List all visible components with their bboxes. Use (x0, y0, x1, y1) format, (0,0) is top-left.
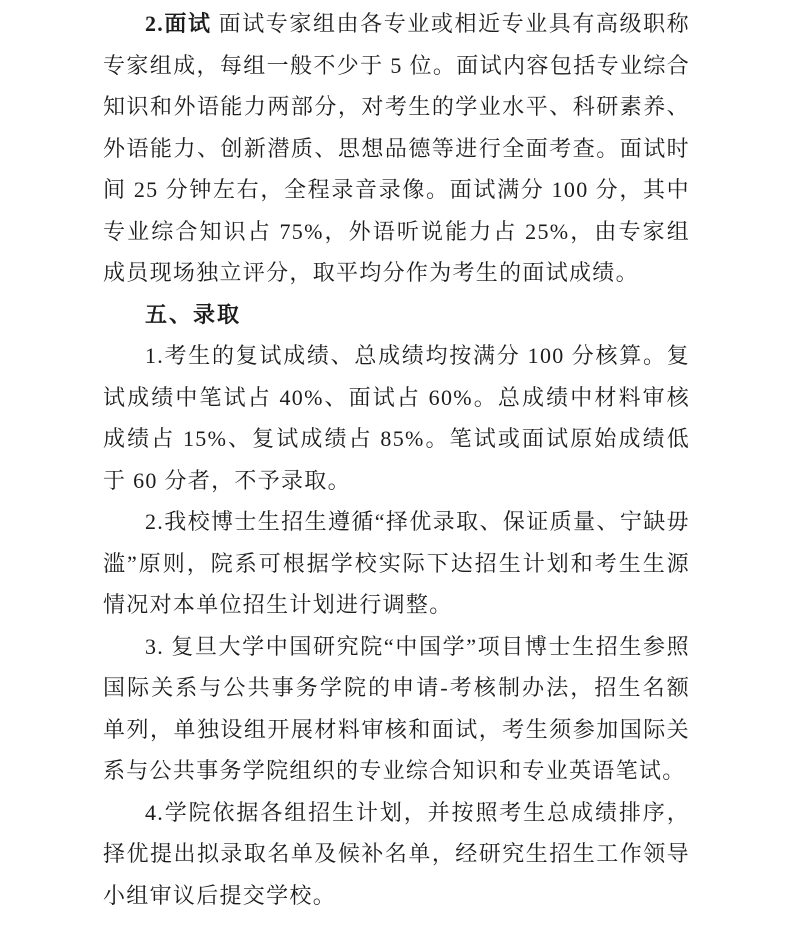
section-heading: 五、录取 (145, 301, 242, 327)
paragraph-bold-lead: 2.面试 (145, 11, 212, 36)
document-paragraph: 2.我校博士生招生遵循“择优录取、保证质量、宁缺毋滥”原则，院系可根据学校实际下达招生计划和考生生源情况对本单位招生计划进行调整。 (103, 509, 690, 617)
paragraph-text: 面试专家组由各专业或相近专业具有高级职称专家组成，每组一般不少于 5 位。面试内容包括专业综合知识和外语能力两部分，对考生的学业水平、科研素养、外语能力、创新潜质、思想品德等进行全面考查。面试时间 25 分钟左右，全程录音录像。面试满分 100 分，其中专业综合知识占 75%，外语听说能力占 25%，由专家组成员现场独立评分，取平均分作为考生的面试成绩。 (103, 11, 690, 285)
document-paragraph: 4.学院依据各组招生计划，并按照考生总成绩排序，择优提出拟录取名单及候补名单，经研究生招生工作领导小组审议后提交学校。 (103, 799, 690, 908)
document-content (103, 3, 690, 916)
document-paragraph: 3. 复旦大学中国研究院“中国学”项目博士生招生参照国际关系与公共事务学院的申请-考核制办法，招生名额单列，单独设组开展材料审核和面试，考生须参加国际关系与公共事务学院组织的专业综合知识和专业英语笔试。 (103, 633, 690, 783)
document-paragraph (103, 3, 690, 294)
document-paragraph: 1.考生的复试成绩、总成绩均按满分 100 分核算。复试成绩中笔试占 40%、面试占 60%。总成绩中材料审核成绩占 15%、复试成绩占 85%。笔试或面试原始成绩低于 60 分者，不予录取。 (103, 343, 690, 493)
